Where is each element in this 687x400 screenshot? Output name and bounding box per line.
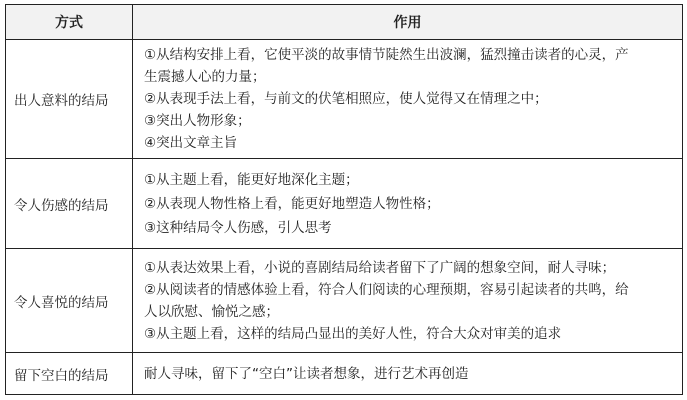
table-row — [6, 40, 683, 159]
effect-cell — [133, 249, 683, 353]
effect-line: ②从表现手法上看，与前文的伏笔相照应，使人觉得又在情理之中； — [144, 91, 548, 107]
effect-line: 耐人寻味，留下了“空白”让读者想象，进行艺术再创造 — [144, 365, 469, 382]
effect-cell — [133, 159, 683, 249]
header-method: 方式 — [6, 5, 133, 40]
header-row — [6, 5, 683, 40]
effect-line: ②从阅读者的情感体验上看，符合人们阅读的心理预期，容易引起读者的共鸣，给 — [144, 281, 629, 298]
effect-line: ②从表现人物性格上看，能更好地塑造人物性格； — [144, 195, 440, 212]
method-cell: 令人喜悦的结局 — [6, 249, 133, 353]
effect-line: ①从主题上看，能更好地深化主题； — [144, 171, 359, 188]
effect-line: ④突出文章主旨 — [144, 135, 238, 151]
method-cell: 出人意料的结局 — [6, 40, 133, 159]
effect-line: ③突出人物形象； — [144, 113, 251, 129]
table-row — [6, 159, 683, 249]
effect-line: 人以欣慰、愉悦之感； — [144, 303, 279, 320]
effect-cell — [133, 40, 683, 159]
method-cell: 留下空白的结局 — [6, 353, 133, 395]
effect-line: ③从主题上看，这样的结局凸显出的美好人性，符合大众对审美的追求 — [144, 325, 562, 342]
method-cell: 令人伤感的结局 — [6, 159, 133, 249]
effect-cell — [133, 353, 683, 395]
effect-line: ①从结构安排上看，它使平淡的故事情节陡然生出波澜，猛烈撞击读者的心灵，产 — [144, 47, 629, 63]
effect-line: 生震撼人心的力量； — [144, 69, 266, 85]
header-effect: 作用 — [133, 5, 683, 40]
endings-table — [5, 4, 683, 395]
effect-line: ③这种结局令人伤感，引人思考 — [144, 219, 332, 236]
effect-line: ①从表达效果上看，小说的喜剧结局给读者留下了广阔的想象空间，耐人寻味； — [144, 259, 616, 276]
table-row — [6, 353, 683, 395]
table-row — [6, 249, 683, 353]
